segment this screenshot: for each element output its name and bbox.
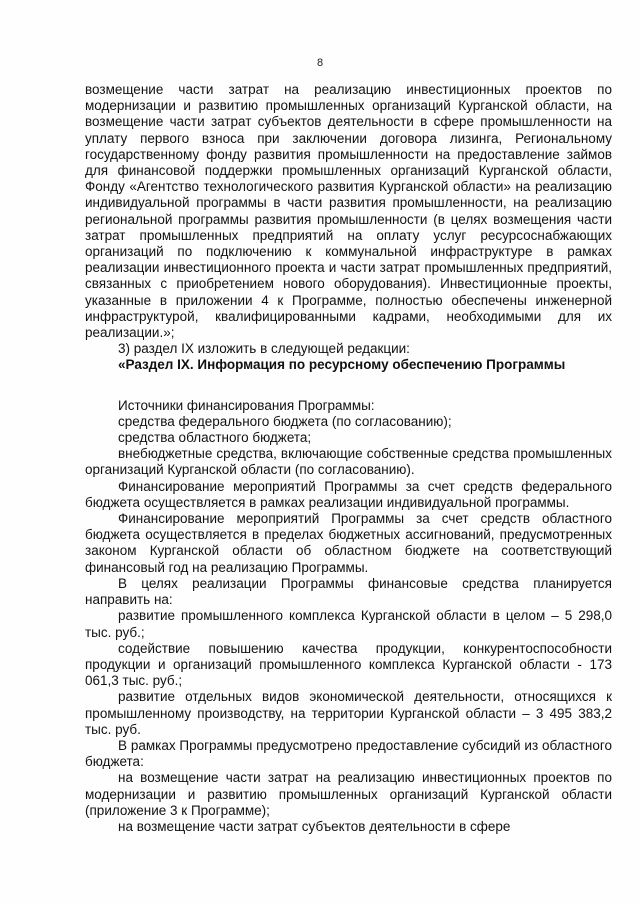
document-body (85, 82, 612, 835)
spacer (85, 374, 612, 398)
paragraph: 3) раздел IX изложить в следующей редакции: (118, 341, 410, 357)
paragraph: Финансирование мероприятий Программы за счет средств федерального бюджета осуществляется в рамках реализации индивидуальной программы. (85, 478, 612, 510)
list-item: развитие промышленного комплекса Курганской области в целом – 5 298,0 тыс. руб.; (85, 608, 612, 640)
list-item: на возмещение части затрат субъектов деятельности в сфере (118, 818, 511, 834)
list-item: средства областного бюджета; (118, 430, 312, 446)
paragraph: Финансирование мероприятий Программы за счет средств областного бюджета осуществляется в пределах бюджетных ассигнований, предусмотренных законом Курганской области об областном бюджете на соответствующий финансовый год на реализацию Программы. (85, 511, 612, 575)
list-item: внебюджетные средства, включающие собственные средства промышленных организаций Курганской области (по согласованию). (85, 446, 612, 478)
section-heading: «Раздел IX. Информация по ресурсному обеспечению Программы (118, 357, 566, 373)
paragraph: возмещение части затрат на реализацию инвестиционных проектов по модернизации и развитию промышленных организаций Курганской области, на возмещение части затрат субъектов деятельности в сфере промышленности на уплату первого взноса при заключении договора лизинга, Региональному государственному фонду развития промышленности на предоставление займов для финансовой поддержки промышленных организаций Курганской области, Фонду «Агентство технологического развития Курганской области» на реализацию индивидуальной программы в части развития промышленности, на реализацию региональной программы развития промышленности (в целях возмещения части затрат промышленных предприятий на оплату услуг ресурсоснабжающих организаций по подключению к коммунальной инфраструктуре в рамках реализации инвестиционного проекта и части затрат промышленных предприятий, связанных с приобретением нового оборудования). Инвестиционные проекты, указанные в приложении 4 к Программе, полностью обеспечены инженерной инфраструктурой, квалифицированными кадрами, необходимыми для их реализации.»; (85, 82, 612, 341)
paragraph: Источники финансирования Программы: (118, 397, 375, 413)
list-item: развитие отдельных видов экономической деятельности, относящихся к промышленному производству, на территории Курганской области – 3 495 383,2 тыс. руб. (85, 689, 612, 737)
list-item: средства федерального бюджета (по согласованию); (118, 413, 452, 429)
paragraph: В рамках Программы предусмотрено предоставление субсидий из областного бюджета: (85, 737, 612, 770)
list-item: содействие повышению качества продукции, конкурентоспособности продукции и организаций промышленного комплекса Курганской области - 173 061,3 тыс. руб.; (85, 640, 612, 689)
paragraph: В целях реализации Программы финансовые средства планируется направить на: (85, 575, 612, 608)
list-item: на возмещение части затрат на реализацию инвестиционных проектов по модернизации и развитию промышленных организаций Курганской области (приложение 3 к Программе); (85, 770, 612, 818)
page-number: 8 (316, 57, 324, 69)
